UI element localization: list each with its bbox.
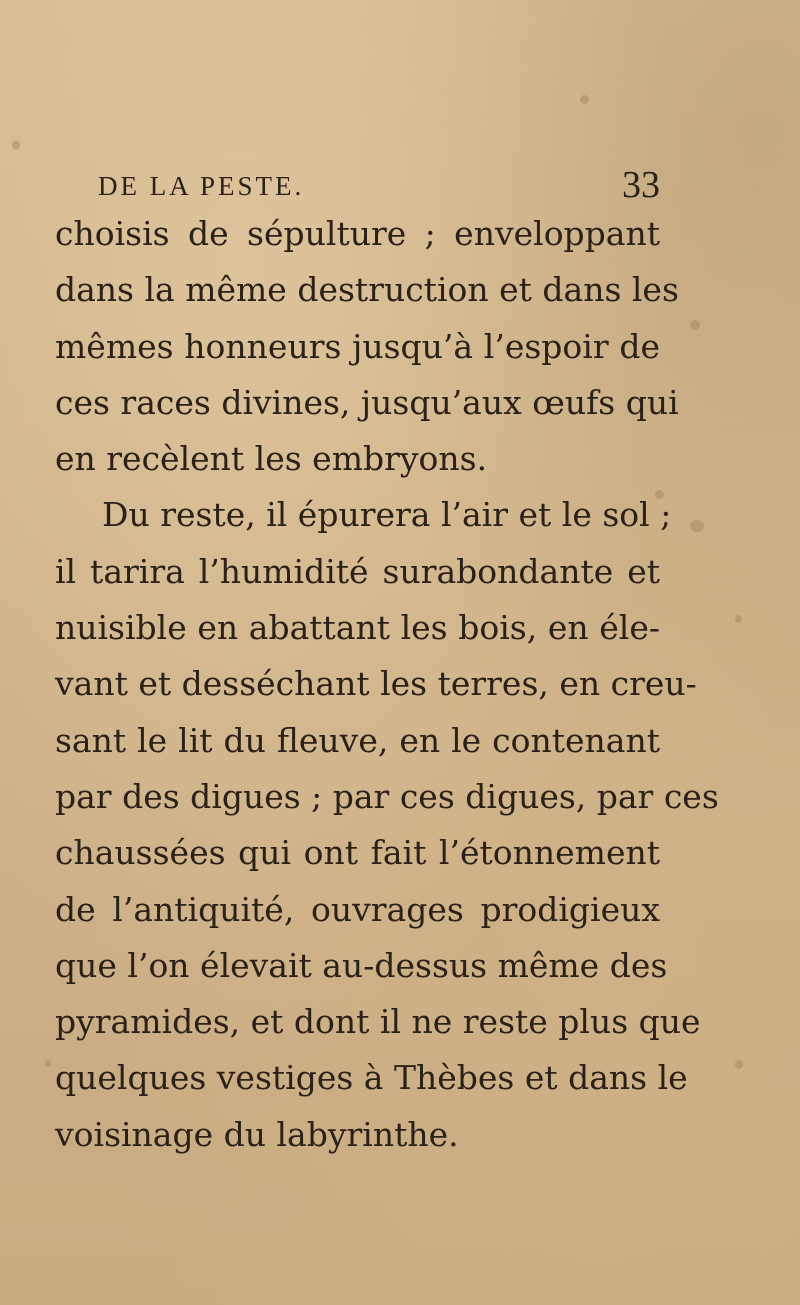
text-line: nuisible en abattant les bois, en éle- xyxy=(55,608,660,648)
body-text xyxy=(55,206,719,1163)
text-line: ces races divines, jusqu’aux œufs qui xyxy=(55,382,679,422)
text-line: chaussées qui ont fait l’étonnement xyxy=(55,833,660,873)
text-line: vant et desséchant les terres, en creu- xyxy=(55,664,697,704)
text-line: que l’on élevait au-dessus même des xyxy=(55,945,668,985)
running-title: DE LA PESTE. xyxy=(98,171,305,201)
foxing-spot xyxy=(12,140,20,150)
paragraph-first-line: Du reste, il épurera l’air et le sol ; xyxy=(102,495,672,535)
text-line: pyramides, et dont il ne reste plus que xyxy=(55,1002,701,1042)
text-line: dans la même destruction et dans les xyxy=(55,270,679,310)
page-header xyxy=(50,163,660,208)
foxing-spot xyxy=(580,95,589,104)
text-line: mêmes honneurs jusqu’à l’espoir de xyxy=(55,326,660,366)
foxing-spot xyxy=(45,1060,51,1067)
text-line: choisis de sépulture ; enveloppant xyxy=(55,214,660,253)
text-line: sant le lit du fleuve, en le contenant xyxy=(55,720,660,760)
foxing-spot xyxy=(690,520,704,532)
page-number: 33 xyxy=(622,164,660,206)
foxing-spot xyxy=(735,615,742,623)
text-line: en recèlent les embryons. xyxy=(55,439,488,479)
foxing-spot xyxy=(690,320,700,330)
text-line: quelques vestiges à Thèbes et dans le xyxy=(55,1058,688,1098)
text-line: voisinage du labyrinthe. xyxy=(55,1114,459,1154)
text-line: il tarira l’humidité surabondante et xyxy=(55,551,660,591)
text-line: par des digues ; par ces digues, par ces xyxy=(55,776,719,816)
foxing-spot xyxy=(735,1060,743,1069)
text-line: de l’antiquité, ouvrages prodigieux xyxy=(55,889,660,929)
